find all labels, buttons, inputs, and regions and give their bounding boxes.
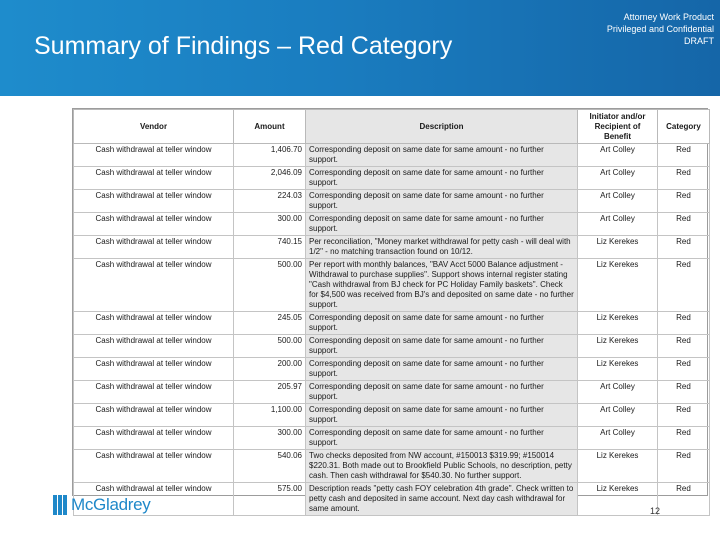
cell-category: Red <box>658 483 710 516</box>
cell-amount: 740.15 <box>234 236 306 259</box>
cell-amount: 200.00 <box>234 358 306 381</box>
disclaimer-line: Attorney Work Product <box>623 12 714 22</box>
cell-amount: 575.00 <box>234 483 306 516</box>
cell-recipient: Art Colley <box>578 190 658 213</box>
cell-category: Red <box>658 312 710 335</box>
column-header-recipient: Initiator and/or Recipient of Benefit <box>578 110 658 144</box>
cell-vendor: Cash withdrawal at teller window <box>74 167 234 190</box>
cell-amount: 500.00 <box>234 259 306 312</box>
cell-description: Per reconciliation, "Money market withdrawal for petty cash - will deal with 1/2" - no matching transaction found on 10/12. <box>306 236 578 259</box>
cell-amount: 205.97 <box>234 381 306 404</box>
cell-description: Two checks deposited from NW account, #150013 $319.99; #150014 $220.31. Both made out to Brookfield Public Schools, no description, petty cash. Then cash withdrawal for $540.30. No further support. <box>306 450 578 483</box>
cell-description: Corresponding deposit on same date for same amount - no further support. <box>306 167 578 190</box>
page-number: 12 <box>649 506 660 516</box>
cell-category: Red <box>658 213 710 236</box>
table-row <box>74 190 710 213</box>
cell-recipient: Art Colley <box>578 381 658 404</box>
cell-category: Red <box>658 450 710 483</box>
cell-vendor: Cash withdrawal at teller window <box>74 427 234 450</box>
cell-vendor: Cash withdrawal at teller window <box>74 236 234 259</box>
cell-description: Corresponding deposit on same date for same amount - no further support. <box>306 144 578 167</box>
company-logo <box>53 494 151 516</box>
disclaimer-line: Privileged and Confidential <box>606 24 714 34</box>
cell-recipient: Liz Kerekes <box>578 259 658 312</box>
cell-vendor: Cash withdrawal at teller window <box>74 144 234 167</box>
cell-description: Corresponding deposit on same date for same amount - no further support. <box>306 312 578 335</box>
cell-amount: 1,406.70 <box>234 144 306 167</box>
cell-recipient: Art Colley <box>578 427 658 450</box>
cell-description: Corresponding deposit on same date for same amount - no further support. <box>306 358 578 381</box>
cell-vendor: Cash withdrawal at teller window <box>74 213 234 236</box>
cell-recipient: Art Colley <box>578 167 658 190</box>
cell-amount: 300.00 <box>234 427 306 450</box>
logo-mark-icon <box>53 495 67 515</box>
cell-recipient: Liz Kerekes <box>578 483 658 516</box>
cell-description: Per report with monthly balances, "BAV Acct 5000 Balance adjustment - Withdrawal to purchase supplies". Support shows internal register stating "Cash withdrawal from BJ check for PC Holiday Family baskets". Check for $4,500 was received from BJ's and deposited on same date - no further support. <box>306 259 578 312</box>
cell-category: Red <box>658 190 710 213</box>
cell-amount: 540.06 <box>234 450 306 483</box>
cell-category: Red <box>658 427 710 450</box>
findings-table <box>73 109 710 516</box>
cell-vendor: Cash withdrawal at teller window <box>74 312 234 335</box>
table-row <box>74 335 710 358</box>
table-header-row <box>74 110 710 144</box>
cell-vendor: Cash withdrawal at teller window <box>74 450 234 483</box>
cell-vendor: Cash withdrawal at teller window <box>74 259 234 312</box>
table-row <box>74 144 710 167</box>
cell-amount: 1,100.00 <box>234 404 306 427</box>
cell-recipient: Liz Kerekes <box>578 312 658 335</box>
cell-description: Corresponding deposit on same date for same amount - no further support. <box>306 213 578 236</box>
cell-amount: 300.00 <box>234 213 306 236</box>
column-header-amount: Amount <box>234 110 306 144</box>
cell-description: Corresponding deposit on same date for same amount - no further support. <box>306 335 578 358</box>
cell-amount: 500.00 <box>234 335 306 358</box>
cell-recipient: Liz Kerekes <box>578 358 658 381</box>
cell-category: Red <box>658 335 710 358</box>
page-title: Summary of Findings – Red Category <box>34 32 453 60</box>
table-row <box>74 312 710 335</box>
cell-recipient: Art Colley <box>578 404 658 427</box>
cell-category: Red <box>658 259 710 312</box>
confidentiality-notice <box>554 11 714 47</box>
column-header-category: Category <box>658 110 710 144</box>
cell-description: Description reads "petty cash FOY celebration 4th grade". Check written to petty cash and deposited in same account. Next day cash withdrawal for same amount. <box>306 483 578 516</box>
cell-description: Corresponding deposit on same date for same amount - no further support. <box>306 381 578 404</box>
cell-category: Red <box>658 167 710 190</box>
logo-wordmark: McGladrey <box>71 495 151 514</box>
table-row <box>74 358 710 381</box>
table-row <box>74 427 710 450</box>
table-row <box>74 381 710 404</box>
cell-recipient: Liz Kerekes <box>578 335 658 358</box>
cell-category: Red <box>658 144 710 167</box>
cell-amount: 224.03 <box>234 190 306 213</box>
column-header-vendor: Vendor <box>74 110 234 144</box>
table-row <box>74 404 710 427</box>
cell-recipient: Liz Kerekes <box>578 236 658 259</box>
title-banner <box>0 0 720 96</box>
cell-description: Corresponding deposit on same date for same amount - no further support. <box>306 190 578 213</box>
cell-recipient: Art Colley <box>578 144 658 167</box>
cell-amount: 2,046.09 <box>234 167 306 190</box>
cell-description: Corresponding deposit on same date for same amount - no further support. <box>306 427 578 450</box>
disclaimer-line: DRAFT <box>684 36 714 46</box>
table-row <box>74 213 710 236</box>
cell-category: Red <box>658 404 710 427</box>
cell-vendor: Cash withdrawal at teller window <box>74 381 234 404</box>
cell-category: Red <box>658 381 710 404</box>
cell-vendor: Cash withdrawal at teller window <box>74 358 234 381</box>
cell-description: Corresponding deposit on same date for same amount - no further support. <box>306 404 578 427</box>
table-row <box>74 450 710 483</box>
table-row <box>74 259 710 312</box>
cell-recipient: Liz Kerekes <box>578 450 658 483</box>
cell-vendor: Cash withdrawal at teller window <box>74 483 234 516</box>
cell-category: Red <box>658 236 710 259</box>
cell-recipient: Art Colley <box>578 213 658 236</box>
table-row <box>74 236 710 259</box>
cell-category: Red <box>658 358 710 381</box>
cell-vendor: Cash withdrawal at teller window <box>74 335 234 358</box>
cell-amount: 245.05 <box>234 312 306 335</box>
cell-vendor: Cash withdrawal at teller window <box>74 404 234 427</box>
column-header-description: Description <box>306 110 578 144</box>
table-row <box>74 483 710 516</box>
cell-vendor: Cash withdrawal at teller window <box>74 190 234 213</box>
table-row <box>74 167 710 190</box>
